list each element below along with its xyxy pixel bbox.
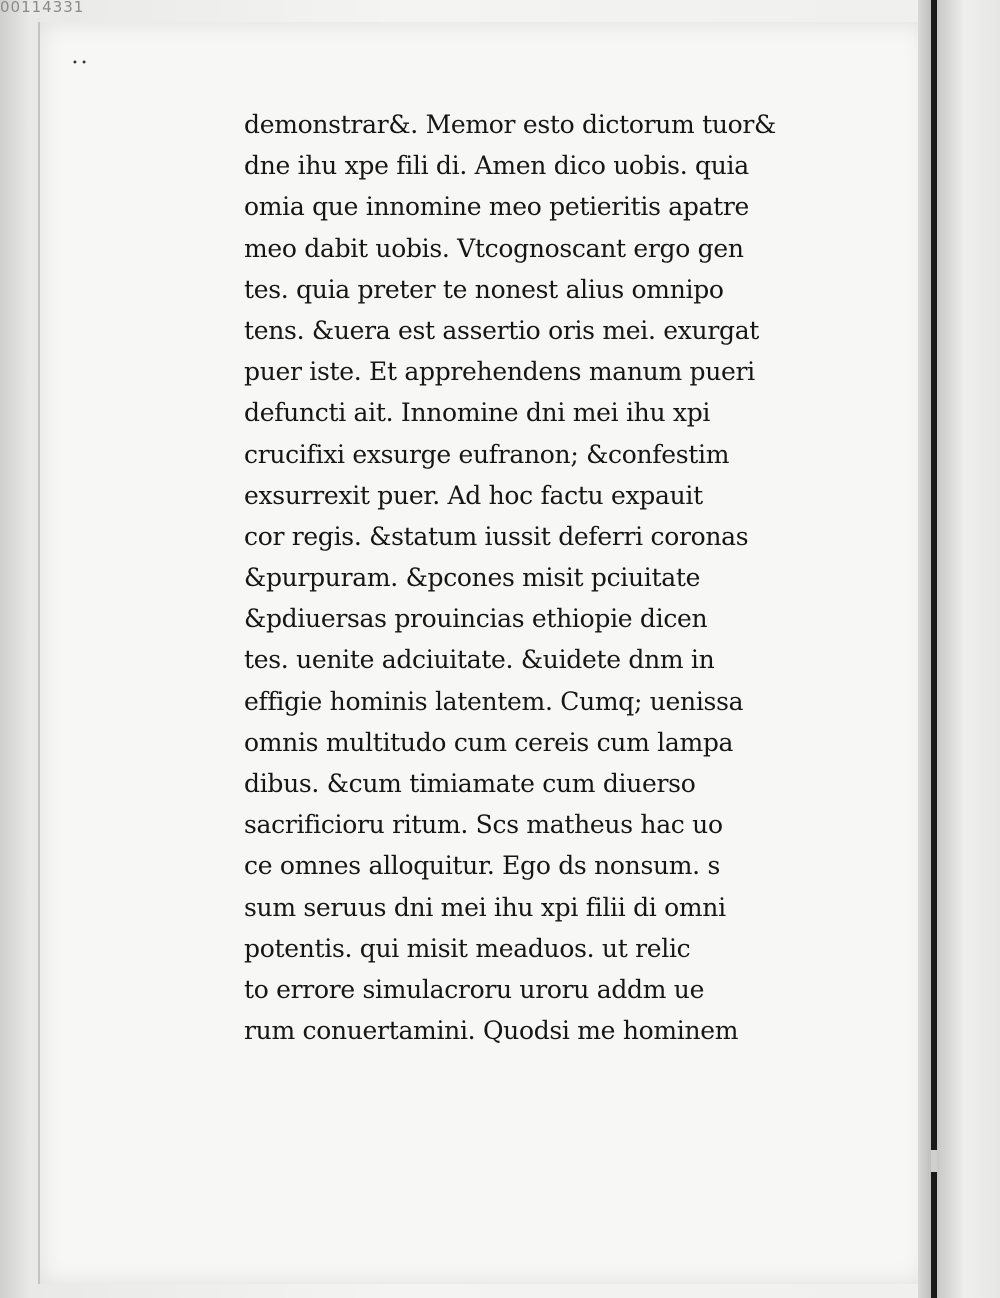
facing-page-edge [937,0,1000,1298]
text-line: tes. quia preter te nonest alius omnipo [244,274,724,304]
text-line: to errore simulacroru uroru addm ue [244,974,705,1004]
text-line: potentis. qui misit meaduos. ut relic [244,933,691,963]
text-line: omnis multitudo cum cereis cum lampa [244,727,734,757]
text-line: &pdiuersas prouincias ethiopie dicen [244,604,708,634]
text-line: crucifixi exsurge eufranon; &confestim [244,439,730,469]
text-line: exsurrexit puer. Ad hoc factu expauit [244,480,703,510]
text-line: puer iste. Et apprehendens manum pueri [244,357,755,387]
text-line: omia que innomine meo petieritis apatre [244,192,750,222]
margin-dots: • • [72,58,87,69]
text-line: rum conuertamini. Quodsi me hominem [244,1016,739,1046]
page-edge [918,0,932,1298]
text-line: meo dabit uobis. Vtcognoscant ergo gen [244,233,744,263]
text-line: sum seruus dni mei ihu xpi filii di omni [244,892,726,922]
text-line: defuncti ait. Innomine dni mei ihu xpi [244,398,711,428]
text-line: tens. &uera est assertio oris mei. exurgat [244,315,760,345]
image-label: 00114331 [0,0,85,16]
text-line: &purpuram. &pcones misit pciuitate [244,563,701,593]
text-line: tes. uenite adciuitate. &uidete dnm in [244,645,715,675]
text-line: dibus. &cum timiamate cum diuerso [244,769,696,798]
text-line: dne ihu xpe fili di. Amen dico uobis. quia [244,151,749,181]
text-line: sacrificioru ritum. Scs matheus hac uo [244,810,723,840]
manuscript-text [244,104,864,1051]
text-line: demonstrar&. Memor esto dictorum tuor& [244,110,777,139]
text-line: cor regis. &statum iussit deferri coronas [244,521,749,551]
text-line: ce omnes alloquitur. Ego ds nonsum. s [244,851,721,881]
text-line: effigie hominis latentem. Cumq; uenissa [244,686,744,716]
